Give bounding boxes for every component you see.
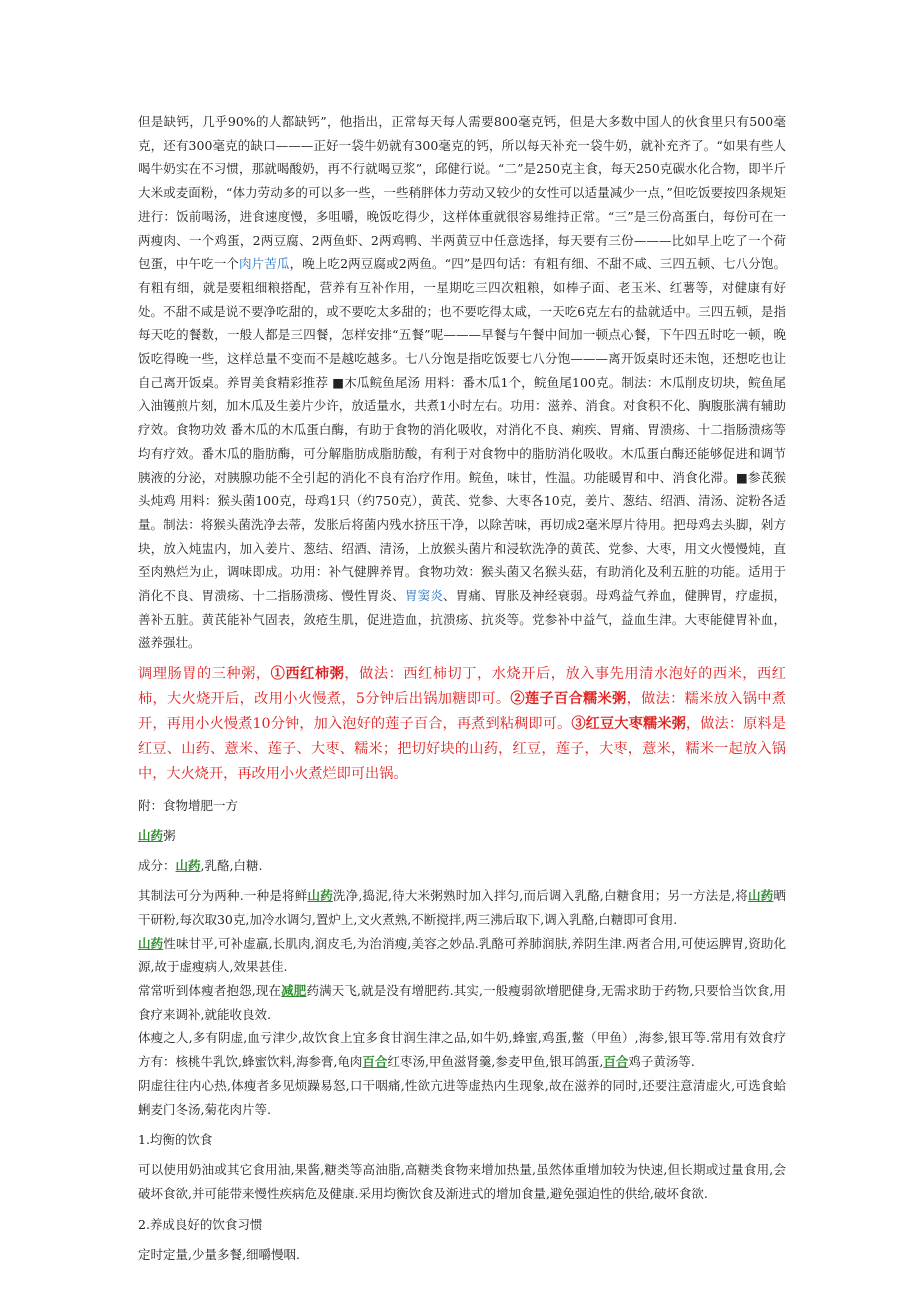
keyword-link[interactable]: 减肥 (281, 982, 307, 998)
document-body (138, 110, 786, 1266)
congee-recipes-paragraph (138, 662, 786, 787)
keyword-link[interactable]: 百合 (603, 1054, 629, 1070)
method-paragraph (138, 884, 786, 931)
thin-people-paragraph (138, 1026, 786, 1073)
keyword-link[interactable]: 山药 (307, 888, 333, 904)
text-run: 、胃痛、胃胀及神经衰弱。母鸡益气养血，健脾胃，疗虚损，善补五脏。黄芪能补气固表，敛疮生肌，促进造血，抗溃疡、抗炎等。党参补中益气，益血生津。大枣能健胃补血，滋养强壮。 (138, 588, 786, 651)
recipe-title-2: ②莲子百合糯米粥 (510, 691, 627, 708)
text-run: 成分： (138, 858, 176, 874)
text-run: ，晚上吃2两豆腐或2两鱼。“四”是四句话：有粗有细、不甜不咸、三四五顿、七八分饱。有粗有细，就是要粗细粮搭配，营养有互补作用，一星期吃三四次粗粮，如棒子面、老玉米、红薯等，对健康有好处。不甜不咸是说不要净吃甜的，或不要吃太多甜的；也不要吃得太咸，一天吃6克左右的盐就适中。三四五顿，是指每天吃的餐数，一般人都是三四餐，怎样安排“五餐”呢———早餐与午餐中间加一顿点心餐，下午四五时吃一顿，晚饭吃得晚一些，这样总量不变而不是越吃越多。七八分饱是指吃饭要七八分饱———离开饭桌时还未饱，还想吃也让自己离开饭桌。养胃美食精彩推荐 ■木瓜鲩鱼尾汤 用料：番木瓜1个，鲩鱼尾100克。制法：木瓜削皮切块，鲩鱼尾入油镬煎片刻，加木瓜及生姜片少许，放适量水，共煮1小时左右。功用：滋养、消食。对食积不化、胸腹胀满有辅助疗效。食物功效 番木瓜的木瓜蛋白酶，有助于食物的消化吸收，对消化不良、痢疾、胃痛、胃溃疡、十二指肠溃疡等均有疗效。番木瓜的脂肪酶，可分解脂肪成脂肪酸，有利于对食物中的脂肪消化吸收。木瓜蛋白酶还能够促进和调节胰液的分泌，对胰腺功能不全引起的消化不良有治疗作用。鲩鱼，味甘，性温。功能暖胃和中、消食化滞。■参芪猴头炖鸡 用料：猴头菌100克，母鸡1只（约750克），黄芪、党参、大枣各10克，姜片、葱结、绍酒、清汤、淀粉各适量。制法：将猴头菌洗净去蒂，发胀后将菌内残水挤压干净，以除苦味，再切成2毫米厚片待用。把母鸡去头脚，剁方块，放入炖盅内，加入姜片、葱结、绍酒、清汤，上放猴头菌片和浸软洗净的黄芪、党参、大枣，用文火慢慢炖，直至肉熟烂为止，调味即成。功用：补气健脾养胃。食物功效：猴头菌又名猴头菇，有助消化及利五脏的功能。适用于消化不良、胃溃疡、十二指肠溃疡、慢性胃炎、 (138, 256, 786, 604)
text-run: 调理肠胃的三种粥， (138, 666, 271, 683)
text-run: 体瘦之人,多有阴虚,血亏津少,故饮食上宜多食甘润生津之品,如牛奶,蜂蜜,鸡蛋,鳖（甲鱼）,海参,银耳等.常用有效食疗方有：核桃牛乳饮,蜂蜜饮料,海参膏,龟肉 (138, 1030, 786, 1070)
text-run: 性味甘平,可补虚羸,长肌肉,润皮毛,为治消瘦,美容之妙品.乳酪可养肺润肤,养阴生津.两者合用,可使运脾胃,资助化源,故于虚瘦病人,效果甚佳. (138, 935, 786, 975)
recipe-title-3: ③红豆大枣糯米粥 (571, 716, 686, 733)
section-1-body: 可以使用奶油或其它食用油,果酱,糖类等高油脂,高糖类食物来增加热量,虽然体重增加较为快速,但长期或过量食用,会破坏食欲,并可能带来慢性疾病危及健康.采用均衡饮食及渐进式的增加食量,避免强迫性的供给,破坏食欲. (138, 1162, 786, 1201)
text-run: 红枣汤,甲鱼滋肾羹,参麦甲鱼,银耳鸽蛋, (387, 1054, 604, 1070)
main-paragraph (138, 110, 786, 655)
text-run: 粥 (163, 828, 176, 844)
yin-deficiency-paragraph: 阴虚往往内心热,体瘦者多见烦躁易怒,口干咽痛,性欲亢进等虚热内生现象,故在滋养的同时,还要注意清虚火,可选食蛤蜊麦门冬汤,菊花肉片等. (138, 1077, 786, 1117)
text-run: 药满天飞,就是没有增肥药.其实,一般瘦弱欲增肥健身,无需求助于药物,只要恰当饮食,用食疗来调补,就能收良效. (138, 982, 786, 1022)
keyword-link[interactable]: 山药 (138, 935, 164, 951)
recipe-name (138, 824, 786, 847)
property-paragraph (138, 932, 786, 979)
keyword-link[interactable]: 百合 (362, 1054, 388, 1070)
text-run: 晒干研粉,每次取30克,加冷水调匀,置炉上,文火煮熟,不断搅拌,两三沸后取下,调入乳酪,白糖即可食用. (138, 888, 786, 927)
text-run: 其制法可分为两种.一种是将鲜 (138, 888, 308, 904)
text-run: 鸡子黄汤等. (628, 1054, 695, 1070)
text-run: 常常听到体瘦者抱怨,现在 (138, 982, 282, 998)
text-run: ，做法：原料是红豆、山药、薏米、莲子、大枣、糯米；把切好块的山药，红豆，莲子，大枣，薏米，糯米一起放入锅中，大火烧开，再改用小火煮烂即可出锅。 (138, 716, 786, 783)
recipe-title-1: ①西红柿粥 (270, 666, 345, 683)
section-2-title: 2.养成良好的饮食习惯 (138, 1216, 263, 1232)
text-run: ，做法：西红柿切丁，水烧开后，放入事先用清水泡好的西米，西红柿，大火烧开后，改用小火慢煮，5分钟后出锅加糖即可。 (138, 666, 786, 708)
section-2-body: 定时定量,少量多餐,细嚼慢咽. (138, 1246, 300, 1262)
link-wei-dou-yan[interactable]: 胃窦炎 (404, 588, 444, 604)
link-rou-pian-ku-gua[interactable]: 肉片苦瓜 (239, 256, 290, 272)
ingredients-line (138, 854, 786, 877)
section-1-title: 1.均衡的饮食 (138, 1132, 213, 1148)
weight-gain-paragraph (138, 979, 786, 1026)
keyword-link[interactable]: 山药 (748, 888, 774, 904)
text-run: ，做法：糯米放入锅中煮开，再用小火慢煮10分钟，加入泡好的莲子百合，再煮到粘稠即可。 (138, 691, 786, 733)
appendix-heading: 附：食物增肥一方 (138, 798, 239, 814)
text-run: 但是缺钙，几乎90%的人都缺钙”，他指出，正常每天每人需要800毫克钙，但是大多数中国人的伙食里只有500毫克，还有300毫克的缺口———正好一袋牛奶就有300毫克的钙，所以每天补充一袋牛奶，就补充齐了。“如果有些人喝牛奶实在不习惯，那就喝酸奶，再不行就喝豆浆”，邱健行说。“二”是250克主食，每天250克碳水化合物，即半斤大米或麦面粉，“体力劳动多的可以多一些，一些稍胖体力劳动又较少的女性可以适量减少一点，”但吃饭要按四条规矩进行：饭前喝汤，进食速度慢，多咀嚼，晚饭吃得少，这样体重就很容易维持正常。“三”是三份高蛋白，每份可在一两瘦肉、一个鸡蛋，2两豆腐、2两鱼虾、2两鸡鸭、半两黄豆中任意选择，每天要有三份———比如早上吃了一个荷包蛋，中午吃一个 (138, 114, 786, 272)
keyword-link[interactable]: 山药 (175, 858, 201, 874)
keyword-link[interactable]: 山药 (138, 828, 164, 844)
text-run: 洗净,捣泥,待大米粥熟时加入拌匀,而后调入乳酪,白糖食用；另一方法是,将 (332, 888, 749, 904)
text-run: ,乳酪,白糖. (200, 858, 263, 874)
